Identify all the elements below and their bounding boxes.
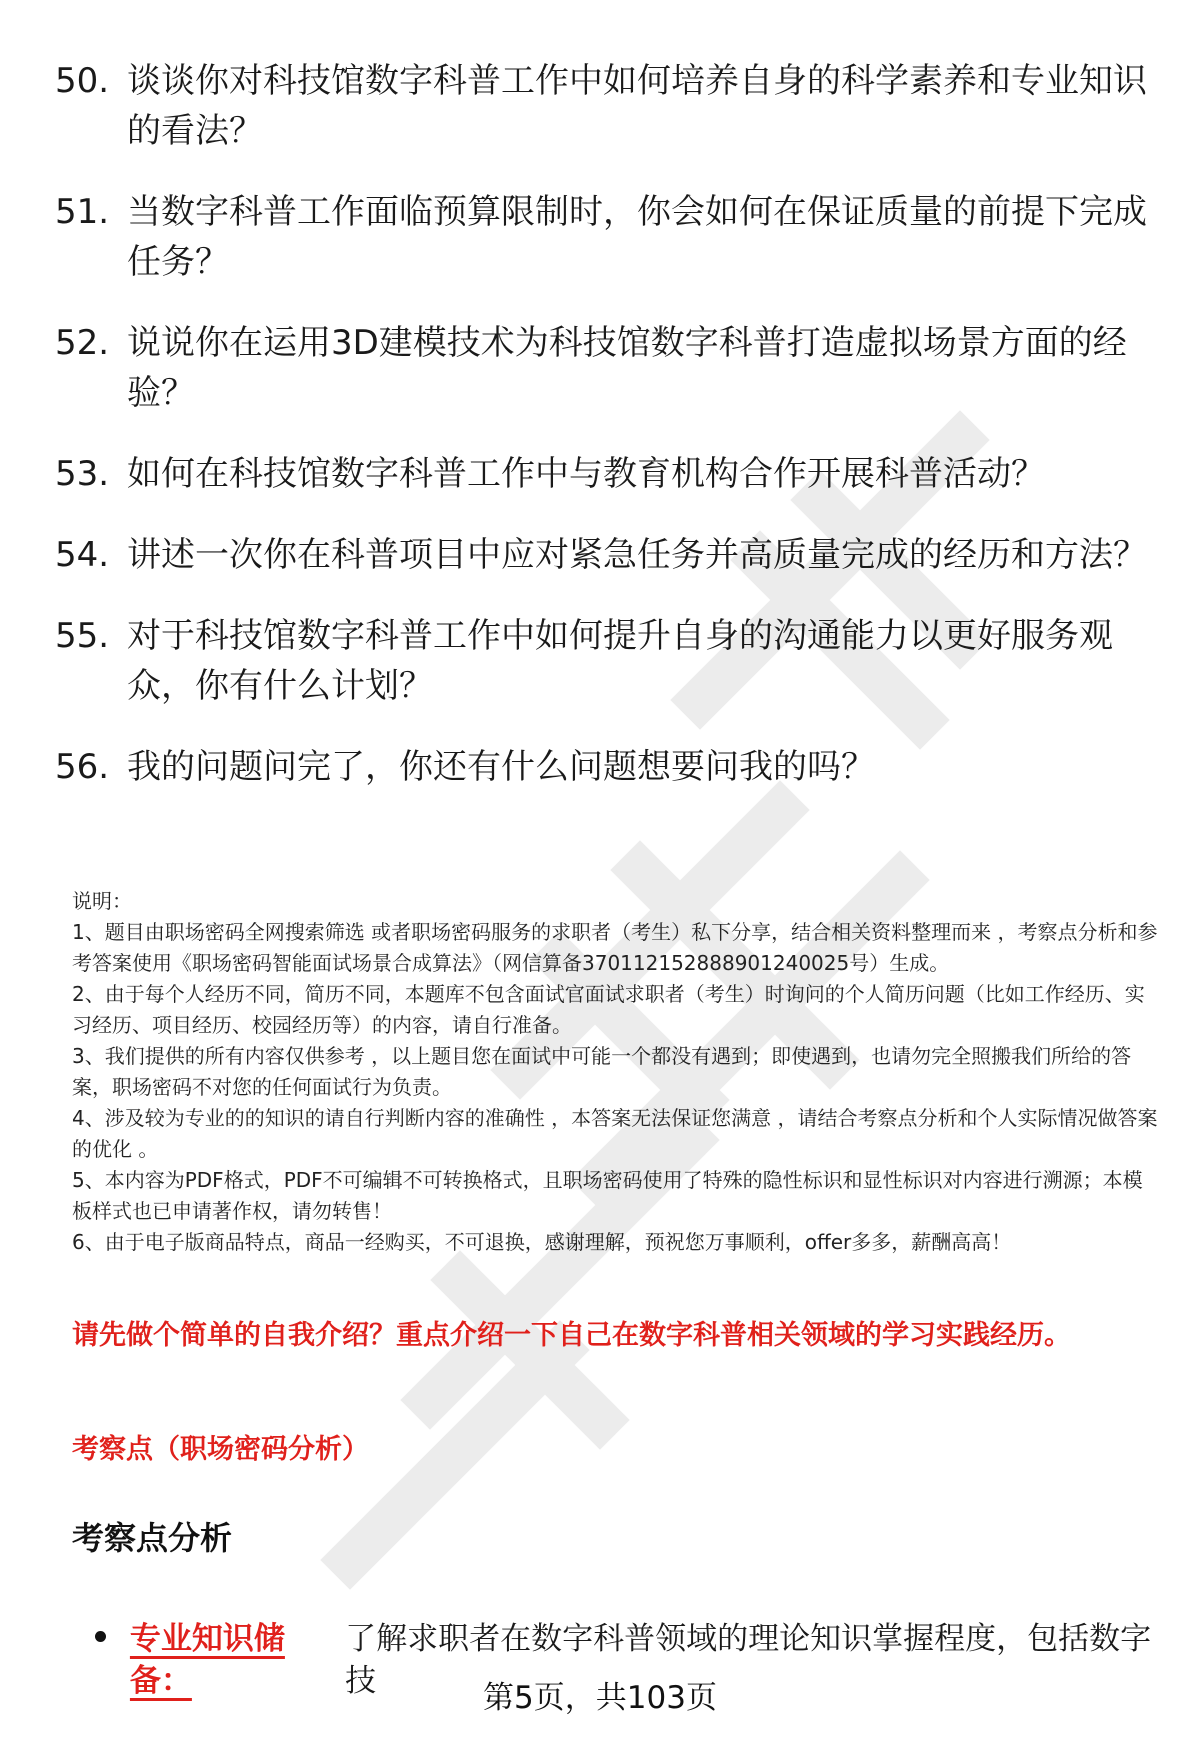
disclaimer-notes	[72, 886, 1162, 1258]
question-text: 如何在科技馆数字科普工作中与教育机构合作开展科普活动？	[127, 454, 1045, 494]
question-text: 对于科技馆数字科普工作中如何提升自身的沟通能力以更好服务观众，你有什么计划？	[127, 616, 1113, 706]
question-number: 55.	[55, 616, 110, 656]
question-number: 56.	[55, 747, 110, 787]
analysis-label: 考察点（职场密码分析）	[72, 1434, 369, 1465]
question-item	[55, 611, 1155, 711]
bullet-key: 专业知识储备：	[129, 1621, 285, 1699]
question-text: 说说你在运用3D建模技术为科技馆数字科普打造虚拟场景方面的经验？	[127, 323, 1127, 413]
note-item: 4、涉及较为专业的的知识的请自行判断内容的准确性 ，本答案无法保证您满意 ，请结合考察点分析和个人实际情况做答案的优化 。	[72, 1106, 1158, 1161]
note-item: 3、我们提供的所有内容仅供参考 ，以上题目您在面试中可能一个都没有遇到；即使遇到，也请勿完全照搬我们所给的答案，职场密码不对您的任何面试行为负责。	[72, 1044, 1132, 1099]
section-heading: 考察点分析	[72, 1519, 233, 1557]
page-footer: 第5页，共103页	[483, 1680, 717, 1716]
question-item	[55, 56, 1155, 156]
question-item	[55, 318, 1155, 418]
question-text: 我的问题问完了，你还有什么问题想要问我的吗？	[127, 747, 875, 787]
note-item: 1、题目由职场密码全网搜索筛选 或者职场密码服务的求职者（考生）私下分享，结合相关资料整理而来 ，考察点分析和参考答案使用《职场密码智能面试场景合成算法》（网信算备370112152888901240025号）生成。	[72, 920, 1158, 975]
question-number: 50.	[55, 61, 110, 101]
bullet-text: 了解求职者在数字科普领域的理论知识掌握程度，包括数字技	[345, 1621, 1152, 1699]
note-item: 5、本内容为PDF格式，PDF不可编辑不可转换格式，且职场密码使用了特殊的隐性标识和显性标识对内容进行溯源；本模板样式也已申请著作权，请勿转售！	[72, 1168, 1143, 1223]
question-item	[55, 187, 1155, 287]
notes-title: 说明：	[72, 889, 132, 913]
note-item: 2、由于每个人经历不同，简历不同，本题库不包含面试官面试求职者（考生）时询问的个人简历问题（比如工作经历、实习经历、项目经历、校园经历等）的内容，请自行准备。	[72, 982, 1145, 1037]
bullet-dot-icon	[95, 1631, 106, 1642]
question-number: 53.	[55, 454, 110, 494]
question-text: 当数字科普工作面临预算限制时，你会如何在保证质量的前提下完成任务？	[127, 192, 1147, 282]
question-number: 51.	[55, 192, 110, 232]
question-list	[55, 56, 1155, 823]
question-item	[55, 530, 1155, 580]
question-text: 谈谈你对科技馆数字科普工作中如何培养自身的科学素养和专业知识的看法？	[127, 61, 1147, 151]
note-item: 6、由于电子版商品特点，商品一经购买，不可退换，感谢理解，预祝您万事顺利，offer多多，薪酬高高！	[72, 1230, 1012, 1254]
question-text: 讲述一次你在科普项目中应对紧急任务并高质量完成的经历和方法？	[127, 535, 1147, 575]
question-item	[55, 449, 1155, 499]
question-item	[55, 742, 1155, 792]
question-number: 52.	[55, 323, 110, 363]
featured-question: 请先做个简单的自我介绍？重点介绍一下自己在数字科普相关领域的学习实践经历。	[72, 1320, 1071, 1351]
question-number: 54.	[55, 535, 110, 575]
